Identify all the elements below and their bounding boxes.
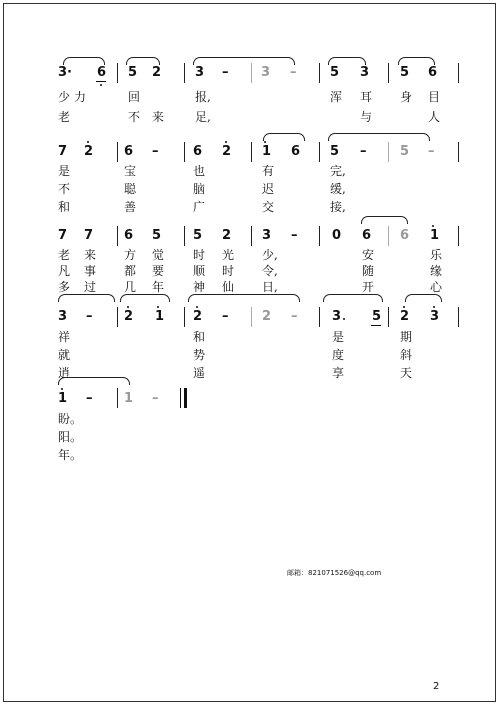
lyric: 令,: [262, 264, 278, 278]
note: 3: [195, 65, 205, 80]
barline: [184, 63, 185, 83]
note: 6: [362, 228, 372, 243]
lyric: 不: [58, 182, 71, 196]
note: 2: [400, 309, 410, 324]
lyric: 有: [262, 164, 275, 178]
lyric: 老: [58, 110, 71, 124]
note: 6: [124, 144, 134, 159]
barline: [251, 63, 252, 83]
lyric: 盼。: [58, 412, 83, 426]
lyric: 天: [400, 366, 413, 380]
barline: [388, 142, 389, 162]
slur: [405, 294, 442, 302]
note: 3: [262, 228, 272, 243]
slur: [263, 133, 305, 141]
lyric: 阳。: [58, 430, 83, 444]
lyric: 耳: [360, 90, 373, 104]
page-border: [3, 3, 496, 702]
lyric: 广: [193, 200, 206, 214]
octave-dot-high: [87, 141, 89, 143]
slur: [323, 294, 383, 302]
note: 3: [360, 65, 370, 80]
note: 6: [428, 65, 438, 80]
note: 6: [97, 65, 107, 80]
dash: –: [291, 309, 298, 324]
contact-email: 邮箱：821071526@qq.com: [287, 569, 382, 577]
note: 5: [128, 65, 138, 80]
lyric: 神: [193, 280, 206, 294]
note: 2: [124, 309, 134, 324]
barline: [251, 226, 252, 246]
barline: [319, 63, 320, 83]
octave-dot-high: [264, 141, 266, 143]
lyric: 少,: [262, 248, 278, 262]
note: 3: [261, 65, 271, 80]
lyric: 人: [428, 110, 441, 124]
barline: [319, 142, 320, 162]
note: 1: [430, 228, 440, 243]
lyric: 也: [193, 164, 206, 178]
lyric: 过: [84, 280, 97, 294]
augmentation-dot: [343, 318, 345, 320]
octave-dot-high: [432, 225, 434, 227]
slur: [126, 57, 160, 65]
lyric: 和: [58, 200, 71, 214]
octave-dot-high: [225, 141, 227, 143]
note: 7: [58, 228, 68, 243]
note: 1: [58, 391, 68, 406]
dash: –: [86, 391, 93, 406]
barline: [388, 307, 389, 327]
lyric: 就: [58, 348, 71, 362]
lyric: 都: [124, 264, 137, 278]
lyric: 时: [193, 248, 206, 262]
lyric: 迟: [262, 182, 275, 196]
lyric: 享: [332, 366, 345, 380]
lyric: 报,: [195, 90, 211, 104]
octave-dot-high: [403, 306, 405, 308]
dash: –: [290, 65, 297, 80]
note: 2: [152, 65, 162, 80]
octave-dot-low: [100, 84, 102, 86]
final-barline-thick: [184, 388, 187, 408]
barline: [458, 226, 459, 246]
note: 3: [58, 309, 68, 324]
note: 5: [330, 144, 340, 159]
barline: [388, 63, 389, 83]
note: 6: [124, 228, 134, 243]
lyric: 顺: [193, 264, 206, 278]
lyric: 和: [193, 330, 206, 344]
note: 1: [124, 391, 134, 406]
note: 5: [330, 65, 340, 80]
octave-dot-high: [196, 306, 198, 308]
barline: [458, 63, 459, 83]
lyric: 光: [222, 248, 235, 262]
lyric: 年。: [58, 448, 83, 462]
slur: [120, 294, 170, 302]
barline: [184, 307, 185, 327]
lyric: 度: [332, 348, 345, 362]
lyric: 年: [152, 280, 165, 294]
lyric: 来: [152, 110, 165, 124]
note: 6: [291, 144, 301, 159]
lyric: 老: [58, 248, 71, 262]
dash: –: [291, 228, 298, 243]
barline: [184, 226, 185, 246]
note: 5: [193, 228, 203, 243]
lyric: 随: [362, 264, 375, 278]
dash: –: [86, 309, 93, 324]
barline: [458, 142, 459, 162]
final-barline-thin: [180, 388, 181, 408]
lyric: 势: [193, 348, 206, 362]
barline: [117, 142, 118, 162]
note: 3: [332, 309, 342, 324]
lyric: 仙: [222, 280, 235, 294]
barline: [184, 142, 185, 162]
note-underline: [96, 81, 106, 82]
lyric: 日,: [262, 280, 278, 294]
slur: [63, 57, 105, 65]
lyric: 足,: [195, 110, 211, 124]
note: 2: [222, 228, 232, 243]
note: 2: [84, 144, 94, 159]
dash: –: [428, 144, 435, 159]
lyric: 要: [152, 264, 165, 278]
lyric: 宝: [124, 164, 137, 178]
lyric: 多: [58, 280, 71, 294]
note: 5: [152, 228, 162, 243]
slur: [58, 294, 115, 302]
lyric: 几: [124, 280, 137, 294]
lyric: 心: [430, 280, 443, 294]
dash: –: [360, 144, 367, 159]
note: 5: [400, 144, 410, 159]
lyric: 身: [400, 90, 413, 104]
dash: –: [222, 309, 229, 324]
lyric: 斜: [400, 348, 413, 362]
lyric: 不: [128, 110, 141, 124]
lyric: 觉: [152, 248, 165, 262]
lyric: 回: [128, 90, 141, 104]
octave-dot-high: [433, 306, 435, 308]
note: 6: [193, 144, 203, 159]
note: 2: [222, 144, 232, 159]
lyric: 逍: [58, 366, 71, 380]
slur: [188, 294, 300, 302]
barline: [319, 307, 320, 327]
dash: –: [152, 144, 159, 159]
note-underline: [371, 325, 381, 326]
note: 2: [193, 309, 203, 324]
lyric: 缘: [430, 264, 443, 278]
barline: [117, 307, 118, 327]
lyric: 祥: [58, 330, 71, 344]
slur: [58, 377, 130, 385]
slur: [361, 216, 408, 224]
lyric: 浑: [330, 90, 343, 104]
note: 3·: [58, 65, 72, 80]
lyric: 方: [124, 248, 137, 262]
lyric: 凡: [58, 264, 71, 278]
barline: [251, 142, 252, 162]
lyric: 少: [58, 90, 71, 104]
lyric: 来: [84, 248, 97, 262]
lyric: 事: [84, 264, 97, 278]
barline: [117, 388, 118, 408]
note: 0: [332, 228, 342, 243]
slur: [328, 57, 366, 65]
note: 3: [430, 309, 440, 324]
lyric: 接,: [330, 200, 346, 214]
lyric: 缓,: [330, 182, 346, 196]
slur: [193, 57, 295, 65]
note: 2: [262, 309, 272, 324]
lyric: 期: [400, 330, 413, 344]
lyric: 与: [360, 110, 373, 124]
note: 5: [372, 309, 382, 324]
lyric: 完,: [330, 164, 346, 178]
barline: [251, 307, 252, 327]
octave-dot-high: [61, 388, 63, 390]
slur: [328, 133, 430, 141]
lyric: 是: [332, 330, 345, 344]
lyric: 力: [74, 90, 87, 104]
note: 6: [400, 228, 410, 243]
lyric: 开: [362, 280, 375, 294]
barline: [117, 63, 118, 83]
note: 7: [58, 144, 68, 159]
note: 7: [84, 228, 94, 243]
dash: –: [152, 391, 159, 406]
barline: [458, 307, 459, 327]
lyric: 交: [262, 200, 275, 214]
lyric: 脑: [193, 182, 206, 196]
slur: [398, 57, 435, 65]
page-number: 2: [433, 681, 440, 692]
barline: [388, 226, 389, 246]
lyric: 目: [428, 90, 441, 104]
lyric: 聪: [124, 182, 137, 196]
lyric: 是: [58, 164, 71, 178]
lyric: 乐: [430, 248, 443, 262]
barline: [319, 226, 320, 246]
lyric: 时: [222, 264, 235, 278]
lyric: 遥: [193, 366, 206, 380]
barline: [117, 226, 118, 246]
note: 5: [400, 65, 410, 80]
lyric: 安: [362, 248, 375, 262]
lyric: 善: [124, 200, 137, 214]
note: 1: [155, 309, 165, 324]
octave-dot-high: [127, 306, 129, 308]
octave-dot-high: [157, 306, 159, 308]
dash: –: [222, 65, 229, 80]
note: 1: [262, 144, 272, 159]
